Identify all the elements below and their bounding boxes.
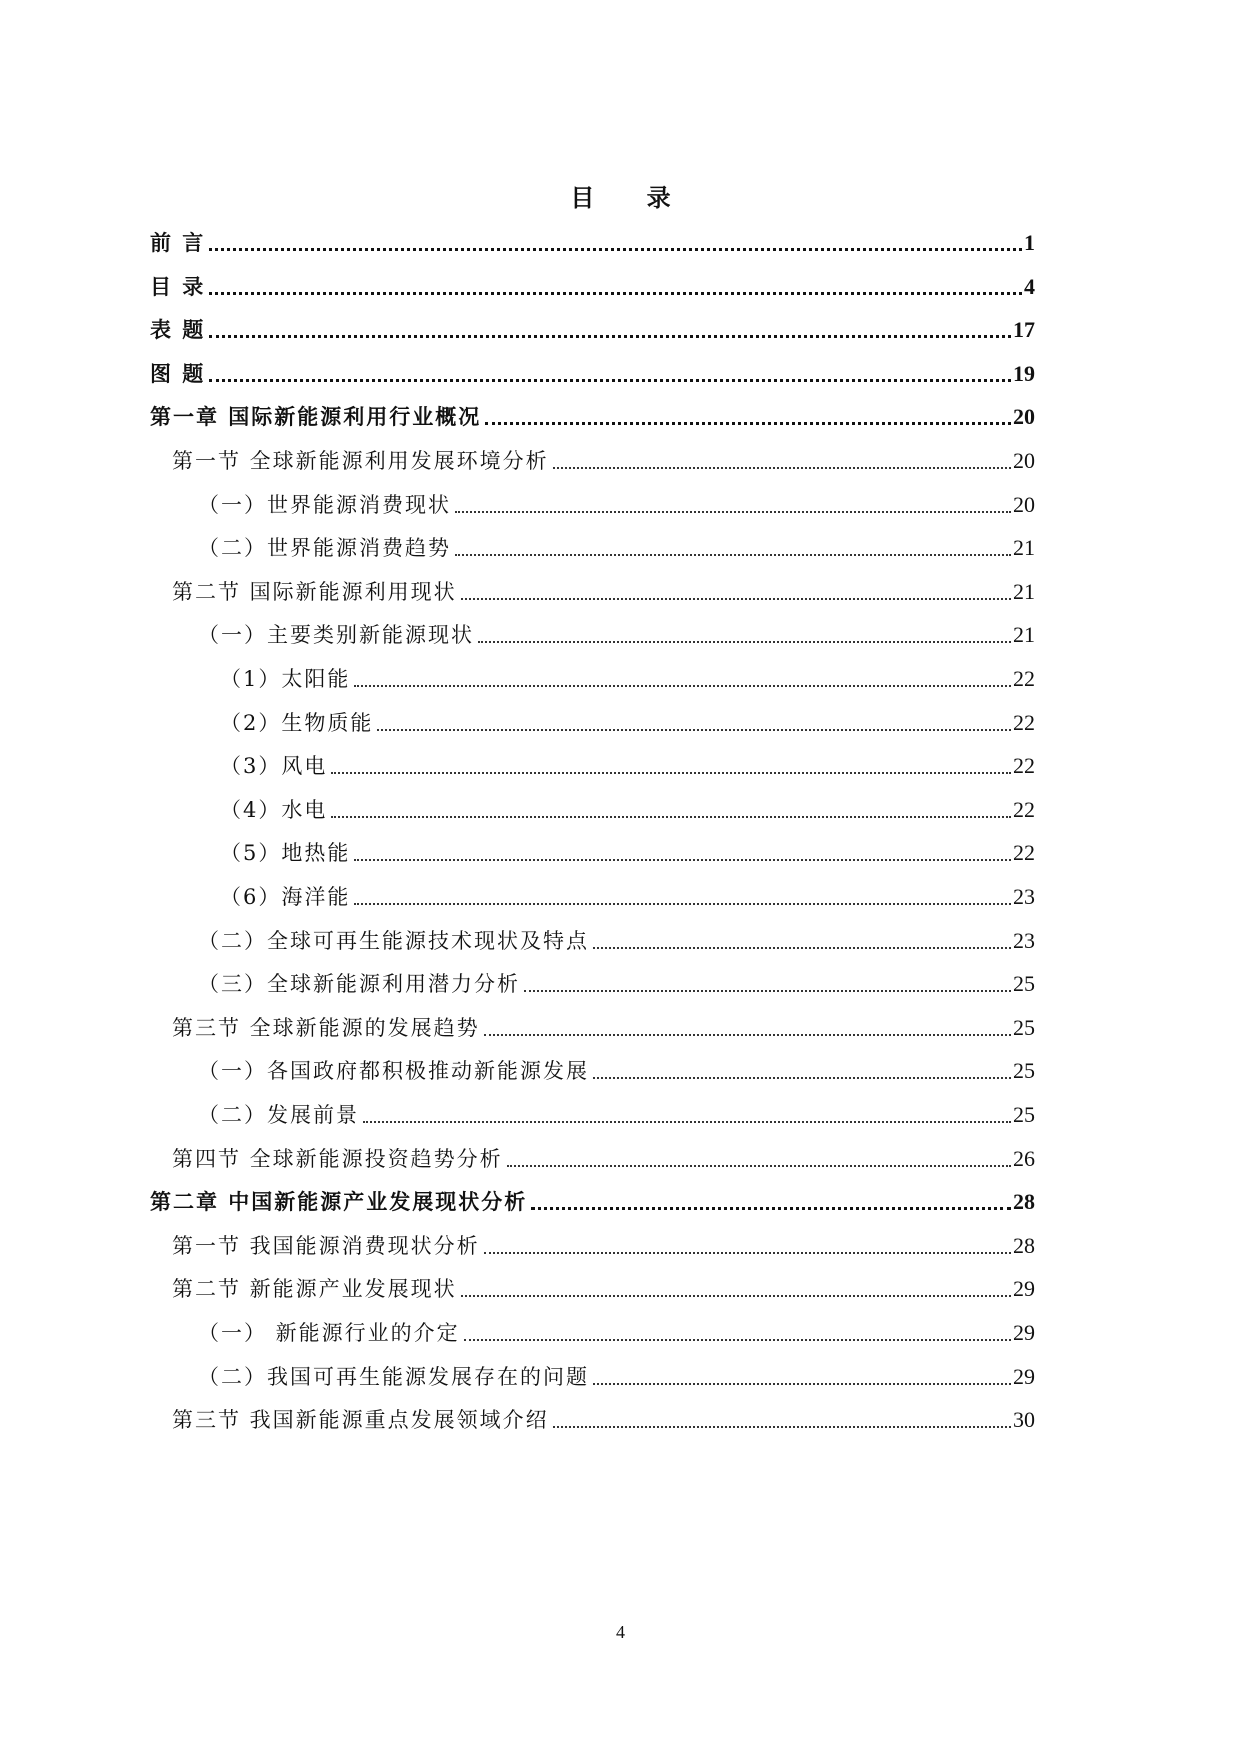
toc-entry-title: 图 题 — [150, 361, 206, 386]
toc-entry-title: （二）发展前景 — [198, 1103, 359, 1127]
toc-entry-title: （二）全球可再生能源技术现状及特点 — [198, 928, 589, 953]
toc-entry-title: （一）主要类别新能源现状 — [198, 623, 474, 648]
toc-entry-title: 第三节 我国新能源重点发展领域介绍 — [172, 1408, 549, 1433]
dot-leader — [531, 1206, 1011, 1210]
toc-entry[interactable] — [150, 832, 1035, 868]
toc-entry-title: （三）全球新能源利用潜力分析 — [198, 972, 520, 997]
dot-leader — [464, 1338, 1011, 1341]
toc-entry-page: 25 — [1013, 1058, 1035, 1084]
toc-entry-title: 表 题 — [150, 318, 206, 343]
dot-leader — [553, 1425, 1011, 1428]
toc-entry[interactable] — [150, 658, 1035, 694]
toc-entry[interactable] — [150, 1225, 1035, 1261]
toc-entry-page: 4 — [1024, 273, 1035, 299]
dot-leader — [354, 684, 1011, 687]
page-number: 4 — [616, 1622, 625, 1642]
dot-leader — [209, 291, 1022, 295]
dot-leader — [354, 858, 1011, 861]
toc-entry[interactable] — [150, 222, 1035, 258]
dot-leader — [524, 989, 1011, 992]
toc-entry[interactable] — [150, 1356, 1035, 1392]
toc-entry-title: （二）世界能源消费趋势 — [198, 536, 451, 561]
toc-entry[interactable] — [150, 440, 1035, 476]
toc-entry[interactable] — [150, 1007, 1035, 1043]
dot-leader — [377, 728, 1011, 731]
toc-entry-title: 目 录 — [150, 274, 206, 299]
toc-entry[interactable] — [150, 266, 1035, 302]
dot-leader — [593, 1382, 1011, 1385]
toc-entry[interactable] — [150, 1138, 1035, 1174]
toc-entry[interactable] — [150, 527, 1035, 563]
toc-entry-title: 第一节 全球新能源利用发展环境分析 — [172, 449, 549, 473]
toc-entry-title: （6）海洋能 — [220, 885, 351, 909]
dot-leader — [461, 597, 1011, 600]
toc-entry-page: 20 — [1013, 404, 1035, 430]
toc-entry-page: 25 — [1013, 971, 1035, 997]
toc-entry-page: 29 — [1013, 1276, 1035, 1302]
toc-entry-page: 26 — [1013, 1145, 1035, 1171]
toc-entry-page: 29 — [1013, 1320, 1035, 1345]
toc-entry-title: 第一章 国际新能源利用行业概况 — [150, 405, 482, 430]
toc-entry-page: 22 — [1013, 753, 1035, 779]
dot-leader — [455, 553, 1011, 556]
toc-entry-title: （1）太阳能 — [220, 667, 351, 691]
toc-entry[interactable] — [150, 571, 1035, 607]
toc-entry-page: 28 — [1013, 1232, 1035, 1258]
toc-entry-page: 1 — [1024, 230, 1035, 255]
toc-entry-title: （二）我国可再生能源发展存在的问题 — [198, 1364, 589, 1389]
toc-entry-title: 第三节 全球新能源的发展趋势 — [172, 1015, 480, 1040]
toc-entry[interactable] — [150, 353, 1035, 389]
dot-leader — [593, 946, 1011, 949]
dot-leader — [478, 640, 1011, 643]
toc-entry-title: 第二章 中国新能源产业发展现状分析 — [150, 1190, 528, 1215]
dot-leader — [209, 247, 1022, 251]
dot-leader — [593, 1076, 1011, 1079]
toc-entry-page: 30 — [1013, 1407, 1035, 1433]
toc-entry[interactable] — [150, 1094, 1035, 1130]
dot-leader — [484, 1251, 1011, 1254]
toc-entry-page: 25 — [1013, 1014, 1035, 1040]
toc-entry-title: 前 言 — [150, 231, 206, 255]
dot-leader — [331, 771, 1011, 774]
toc-entry[interactable] — [150, 876, 1035, 912]
toc-entry-title: （3）风电 — [220, 754, 328, 779]
toc-entry-page: 20 — [1013, 448, 1035, 473]
dot-leader — [455, 510, 1011, 513]
toc-entry-page: 29 — [1013, 1363, 1035, 1389]
toc-entry-page: 28 — [1013, 1189, 1035, 1215]
toc-entry-page: 23 — [1013, 884, 1035, 909]
toc-entry-title: 第二节 国际新能源利用现状 — [172, 579, 457, 604]
toc-entry-page: 21 — [1013, 578, 1035, 604]
toc-entry-title: 第一节 我国能源消费现状分析 — [172, 1233, 480, 1258]
toc-entry-title: 第二节 新能源产业发展现状 — [172, 1277, 457, 1302]
toc-entry-title: （5）地热能 — [220, 841, 351, 866]
dot-leader — [485, 421, 1011, 425]
toc-entry-title: （一） 新能源行业的介定 — [198, 1321, 460, 1345]
page-title: 目 录 — [570, 184, 693, 212]
dot-leader — [461, 1294, 1011, 1297]
toc-entry-page: 25 — [1013, 1102, 1035, 1127]
toc-entry-page: 21 — [1013, 535, 1035, 561]
toc-entry[interactable] — [150, 1312, 1035, 1348]
toc-entry-page: 21 — [1013, 622, 1035, 648]
dot-leader — [331, 815, 1011, 818]
toc-entry-page: 23 — [1013, 927, 1035, 953]
toc-entry[interactable] — [150, 614, 1035, 650]
toc-entry-title: （4）水电 — [220, 797, 328, 822]
toc-entry[interactable] — [150, 963, 1035, 999]
dot-leader — [209, 334, 1011, 338]
toc-entry[interactable] — [150, 1399, 1035, 1435]
dot-leader — [209, 378, 1011, 382]
toc-entry[interactable] — [150, 1268, 1035, 1304]
dot-leader — [354, 902, 1011, 905]
toc-entry-title: （一）各国政府都积极推动新能源发展 — [198, 1059, 589, 1084]
toc-entry[interactable] — [150, 745, 1035, 781]
toc-entry[interactable] — [150, 1050, 1035, 1086]
toc-entry-page: 22 — [1013, 666, 1035, 691]
dot-leader — [507, 1164, 1011, 1167]
toc-entry-page: 20 — [1013, 491, 1035, 517]
toc-entry-title: （2）生物质能 — [220, 710, 374, 735]
toc-entry[interactable] — [150, 396, 1035, 432]
toc-entry[interactable] — [150, 789, 1035, 825]
toc-entry[interactable] — [150, 920, 1035, 956]
toc-entry[interactable] — [150, 702, 1035, 738]
toc-entry-page: 22 — [1013, 796, 1035, 822]
toc-entry[interactable] — [150, 309, 1035, 345]
toc-entry-page: 17 — [1013, 317, 1035, 343]
toc-entry[interactable] — [150, 484, 1035, 520]
toc-entry[interactable] — [150, 1181, 1035, 1217]
toc-entry-title: （一）世界能源消费现状 — [198, 492, 451, 517]
dot-leader — [484, 1033, 1011, 1036]
dot-leader — [363, 1120, 1011, 1123]
dot-leader — [553, 466, 1011, 469]
toc-entry-page: 22 — [1013, 709, 1035, 735]
toc-entry-title: 第四节 全球新能源投资趋势分析 — [172, 1146, 503, 1171]
toc-entry-page: 22 — [1013, 840, 1035, 866]
toc-entry-page: 19 — [1013, 360, 1035, 386]
